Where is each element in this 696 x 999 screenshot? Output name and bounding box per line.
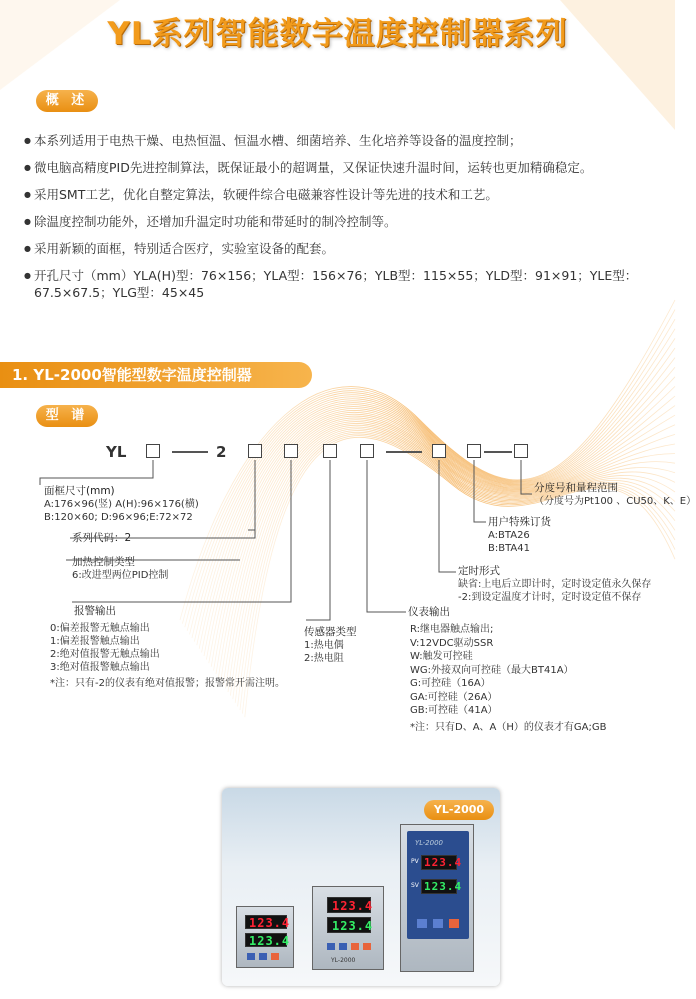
- device-medium: 123.4 123.4 YL-2000: [312, 886, 384, 970]
- code-box-frame: [146, 444, 160, 458]
- label-scale: 分度号和量程范围 （分度号为Pt100 、CU50、K、E）: [534, 482, 696, 507]
- label-alarm-options: 0:偏差报警无触点输出 1:偏差报警触点输出 2:绝对值报警无触点输出 3:绝对值报警触点输出 *注：只有-2的仪表有绝对值报警；报警常开需注明。: [50, 623, 285, 689]
- overview-list: [24, 132, 664, 311]
- code-box-sensor: [323, 444, 337, 458]
- label-frame: 面框尺寸(mm) A:176×96(竖) A(H):96×176(横) B:120×60; D:96×96;E:72×72: [44, 485, 199, 523]
- overview-heading: 概 述: [36, 90, 98, 112]
- label-series: 系列代码：2: [72, 532, 132, 544]
- code-dash: [386, 451, 422, 453]
- code-box-custom: [467, 444, 481, 458]
- label-alarm: 报警输出: [74, 605, 116, 617]
- label-output: 仪表输出: [408, 606, 450, 618]
- list-item: ● 采用新颖的面框，特别适合医疗，实验室设备的配套。: [24, 240, 664, 257]
- device-small: 123.4 123.4: [236, 906, 294, 968]
- label-timing: 定时形式 缺省:上电后立即计时，定时设定值永久保存 -2:到设定温度才计时，定时设定值不保存: [458, 565, 652, 603]
- label-custom: 用户特殊订货 A:BTA26 B:BTA41: [488, 516, 551, 554]
- code-prefix: YL: [106, 443, 127, 461]
- list-item: ● 微电脑高精度PID先进控制算法，既保证最小的超调量，又保证快速升温时间，运转也更加精确稳定。: [24, 159, 664, 176]
- code-box-output: [360, 444, 374, 458]
- label-output-options: R:继电器触点输出; V:12VDC驱动SSR W:触发可控硅 WG:外接双向可控硅（最大BT41A） G:可控硅（16A） GA:可控硅（26A） GB:可控硅（41A） *注：只有D、A、A（H）的仪表才有GA;GB: [410, 624, 607, 733]
- list-item: ● 除温度控制功能外，还增加升温定时功能和带延时的制冷控制等。: [24, 213, 664, 230]
- list-item: ● 采用SMT工艺，优化自整定算法，软硬件综合电磁兼容性设计等先进的技术和工艺。: [24, 186, 664, 203]
- label-sensor: 传感器类型 1:热电偶 2:热电阻: [304, 626, 357, 664]
- code-box-heating: [248, 444, 262, 458]
- code-box-timing: [432, 444, 446, 458]
- device-tall: YL-2000 123.4 PV 123.4 SV: [400, 824, 474, 972]
- code-dash: [484, 451, 512, 453]
- code-box-alarm: [284, 444, 298, 458]
- page-title: YL系列智能数字温度控制器系列: [107, 16, 568, 52]
- section-title: 1. YL-2000智能型数字温度控制器: [0, 362, 312, 388]
- spec-heading: 型 谱: [36, 405, 98, 427]
- code-digit: 2: [216, 443, 227, 461]
- list-item: ● 开孔尺寸（mm）YLA(H)型：76×156；YLA型：156×76；YLB型：115×55；YLD型：91×91；YLE型：67.5×67.5；YLG型：45×45: [24, 267, 664, 301]
- product-badge: YL-2000: [424, 800, 494, 820]
- label-heating: 加热控制类型 6:改进型两位PID控制: [72, 556, 169, 581]
- code-box-scale: [514, 444, 528, 458]
- list-item: ● 本系列适用于电热干燥、电热恒温、恒温水槽、细菌培养、生化培养等设备的温度控制；: [24, 132, 664, 149]
- code-dash: [172, 451, 208, 453]
